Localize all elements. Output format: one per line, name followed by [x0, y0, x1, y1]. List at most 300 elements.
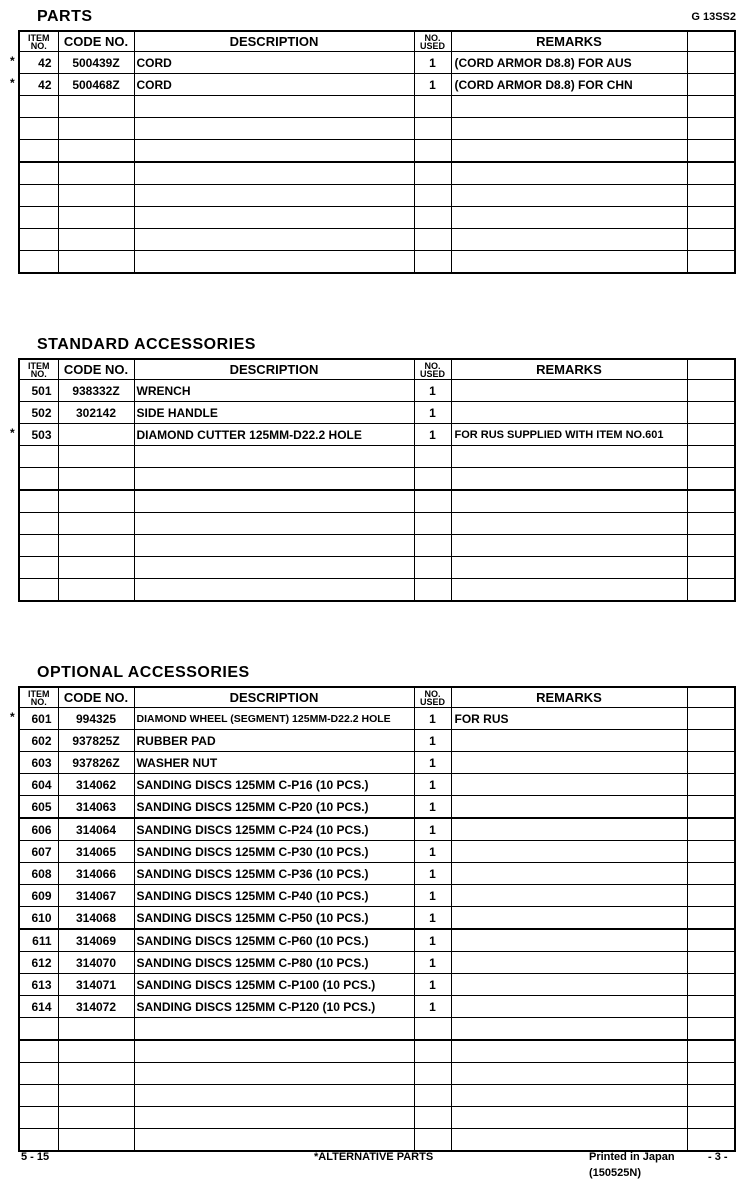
remarks: [451, 402, 687, 424]
no-used: 1: [414, 952, 451, 974]
no-used: [414, 1129, 451, 1152]
description: SANDING DISCS 125MM C-P40 (10 PCS.): [134, 885, 414, 907]
description: SANDING DISCS 125MM C-P120 (10 PCS.): [134, 996, 414, 1018]
no-used: 1: [414, 752, 451, 774]
remarks: [451, 446, 687, 468]
item-no: 601: [19, 708, 58, 730]
item-no: 603: [19, 752, 58, 774]
blank-cell: [687, 74, 735, 96]
remarks: [451, 1129, 687, 1152]
blank-cell: [687, 974, 735, 996]
blank-cell: [687, 1063, 735, 1085]
table-row: [19, 162, 735, 185]
code-no: [58, 207, 134, 229]
no-used: [414, 1018, 451, 1041]
blank-cell: [687, 402, 735, 424]
code-no: 314072: [58, 996, 134, 1018]
code-no: [58, 468, 134, 491]
code-no: [58, 229, 134, 251]
code-no: [58, 490, 134, 513]
col-blank: [687, 31, 735, 52]
remarks: FOR RUS SUPPLIED WITH ITEM NO.601: [451, 424, 687, 446]
parts-table: [18, 30, 736, 274]
col-description: DESCRIPTION: [134, 31, 414, 52]
item-no: 42: [19, 74, 58, 96]
description: [134, 513, 414, 535]
blank-cell: [687, 929, 735, 952]
remarks: [451, 1085, 687, 1107]
code-no: [58, 513, 134, 535]
blank-cell: [687, 96, 735, 118]
table-row: [19, 140, 735, 163]
code-no: [58, 535, 134, 557]
blank-cell: [687, 513, 735, 535]
description: [134, 140, 414, 163]
table-row: [19, 380, 735, 402]
table-row: [19, 974, 735, 996]
table-row: [19, 996, 735, 1018]
item-no: [19, 513, 58, 535]
no-used: 1: [414, 818, 451, 841]
table-row: [19, 841, 735, 863]
blank-cell: [687, 118, 735, 140]
optional-accessories-table: [18, 686, 736, 1152]
blank-cell: [687, 818, 735, 841]
col-item-label-2: NO.: [30, 696, 47, 707]
table-header: [19, 359, 735, 380]
description: [134, 1018, 414, 1041]
code-no: [58, 1085, 134, 1107]
code-no: 314065: [58, 841, 134, 863]
remarks: [451, 96, 687, 118]
item-no: 602: [19, 730, 58, 752]
blank-cell: [687, 907, 735, 930]
code-no: [58, 251, 134, 274]
description: DIAMOND CUTTER 125MM-D22.2 HOLE: [134, 424, 414, 446]
remarks: [451, 774, 687, 796]
blank-cell: [687, 841, 735, 863]
remarks: [451, 752, 687, 774]
remarks: [451, 730, 687, 752]
col-item-no: [19, 359, 58, 380]
blank-cell: [687, 996, 735, 1018]
col-item-label: ITEM: [28, 32, 50, 43]
table-row: [19, 952, 735, 974]
code-no: [58, 96, 134, 118]
col-used-label-2: USED: [419, 40, 445, 51]
blank-cell: [687, 752, 735, 774]
item-no: [19, 207, 58, 229]
table-row: [19, 74, 735, 96]
no-used: 1: [414, 52, 451, 74]
item-no: 501: [19, 380, 58, 402]
description: [134, 1107, 414, 1129]
no-used: [414, 446, 451, 468]
table-row: [19, 1040, 735, 1063]
code-no: 314062: [58, 774, 134, 796]
no-used: [414, 557, 451, 579]
table-row: [19, 730, 735, 752]
no-used: [414, 1107, 451, 1129]
description: SANDING DISCS 125MM C-P60 (10 PCS.): [134, 929, 414, 952]
description: CORD: [134, 52, 414, 74]
table-row: [19, 185, 735, 207]
code-no: 938332Z: [58, 380, 134, 402]
no-used: 1: [414, 402, 451, 424]
remarks: [451, 974, 687, 996]
item-no: 614: [19, 996, 58, 1018]
col-code-no: CODE NO.: [58, 687, 134, 708]
no-used: 1: [414, 74, 451, 96]
section-title-standard-accessories: STANDARD ACCESSORIES: [37, 336, 256, 353]
blank-cell: [687, 774, 735, 796]
code-no: [58, 579, 134, 602]
description: [134, 229, 414, 251]
description: SANDING DISCS 125MM C-P24 (10 PCS.): [134, 818, 414, 841]
table-row: [19, 557, 735, 579]
blank-cell: [687, 185, 735, 207]
blank-cell: [687, 1129, 735, 1152]
table-row: [19, 818, 735, 841]
blank-cell: [687, 730, 735, 752]
item-no: [19, 1040, 58, 1063]
table-row: [19, 752, 735, 774]
description: WRENCH: [134, 380, 414, 402]
description: RUBBER PAD: [134, 730, 414, 752]
blank-cell: [687, 446, 735, 468]
no-used: [414, 251, 451, 274]
description: [134, 1085, 414, 1107]
col-item-label-2: NO.: [30, 368, 47, 379]
remarks: [451, 796, 687, 819]
remarks: [451, 490, 687, 513]
item-no: [19, 1129, 58, 1152]
table-row: [19, 907, 735, 930]
code-no: 314069: [58, 929, 134, 952]
col-code-no: CODE NO.: [58, 31, 134, 52]
col-description: DESCRIPTION: [134, 359, 414, 380]
table-row: [19, 863, 735, 885]
description: [134, 118, 414, 140]
description: SANDING DISCS 125MM C-P36 (10 PCS.): [134, 863, 414, 885]
no-used: [414, 96, 451, 118]
remarks: [451, 1063, 687, 1085]
item-no: [19, 118, 58, 140]
item-no: 502: [19, 402, 58, 424]
item-no: [19, 557, 58, 579]
blank-cell: [687, 162, 735, 185]
remarks: [451, 818, 687, 841]
item-no: 605: [19, 796, 58, 819]
description: [134, 162, 414, 185]
no-used: 1: [414, 929, 451, 952]
remarks: [451, 185, 687, 207]
print-code: (150525N): [589, 1167, 641, 1179]
description: [134, 185, 414, 207]
remarks: [451, 229, 687, 251]
col-item-label-2: NO.: [30, 40, 47, 51]
description: WASHER NUT: [134, 752, 414, 774]
item-no: 42: [19, 52, 58, 74]
blank-cell: [687, 952, 735, 974]
remarks: [451, 1040, 687, 1063]
remarks: [451, 579, 687, 602]
no-used: [414, 535, 451, 557]
remarks: [451, 952, 687, 974]
no-used: 1: [414, 841, 451, 863]
no-used: [414, 1085, 451, 1107]
blank-cell: [687, 557, 735, 579]
item-no: [19, 251, 58, 274]
description: [134, 557, 414, 579]
item-no: [19, 579, 58, 602]
col-item-label: ITEM: [28, 360, 50, 371]
description: [134, 96, 414, 118]
remarks: [451, 207, 687, 229]
col-no-used: [414, 359, 451, 380]
col-used-label-2: USED: [419, 368, 445, 379]
code-no: [58, 557, 134, 579]
no-used: [414, 468, 451, 491]
table-row: [19, 774, 735, 796]
blank-cell: [687, 207, 735, 229]
table-row: [19, 579, 735, 602]
item-no: 610: [19, 907, 58, 930]
table-row: [19, 513, 735, 535]
code-no: 937825Z: [58, 730, 134, 752]
table-row: [19, 468, 735, 491]
table-row: [19, 490, 735, 513]
section-title-optional-accessories: OPTIONAL ACCESSORIES: [37, 664, 250, 681]
table-row: [19, 96, 735, 118]
table-row: [19, 118, 735, 140]
code-no: 314067: [58, 885, 134, 907]
col-item-label: ITEM: [28, 688, 50, 699]
col-blank: [687, 359, 735, 380]
blank-cell: [687, 1085, 735, 1107]
remarks: (CORD ARMOR D8.8) FOR AUS: [451, 52, 687, 74]
alternative-part-mark: *: [10, 426, 15, 440]
remarks: [451, 907, 687, 930]
alternative-part-mark: *: [10, 54, 15, 68]
no-used: [414, 1063, 451, 1085]
code-no: [58, 424, 134, 446]
code-no: 314063: [58, 796, 134, 819]
remarks: [451, 929, 687, 952]
item-no: 606: [19, 818, 58, 841]
no-used: [414, 118, 451, 140]
col-remarks: REMARKS: [451, 31, 687, 52]
code-no: 500468Z: [58, 74, 134, 96]
blank-cell: [687, 579, 735, 602]
table-row: [19, 1085, 735, 1107]
description: [134, 251, 414, 274]
no-used: [414, 162, 451, 185]
table-row: [19, 229, 735, 251]
item-no: [19, 140, 58, 163]
description: CORD: [134, 74, 414, 96]
item-no: [19, 468, 58, 491]
table-row: [19, 1107, 735, 1129]
code-no: [58, 118, 134, 140]
description: [134, 446, 414, 468]
code-no: 500439Z: [58, 52, 134, 74]
table-header: [19, 31, 735, 52]
blank-cell: [687, 1107, 735, 1129]
description: SANDING DISCS 125MM C-P50 (10 PCS.): [134, 907, 414, 930]
code-no: 314071: [58, 974, 134, 996]
remarks: [451, 140, 687, 163]
item-no: 607: [19, 841, 58, 863]
col-remarks: REMARKS: [451, 687, 687, 708]
col-item-no: [19, 31, 58, 52]
item-no: [19, 1063, 58, 1085]
section-title-parts: PARTS: [37, 8, 93, 25]
remarks: [451, 1018, 687, 1041]
no-used: 1: [414, 996, 451, 1018]
alternative-part-mark: *: [10, 76, 15, 90]
no-used: [414, 513, 451, 535]
item-no: 608: [19, 863, 58, 885]
no-used: 1: [414, 863, 451, 885]
no-used: [414, 185, 451, 207]
table-row: [19, 446, 735, 468]
col-no-used: [414, 687, 451, 708]
no-used: [414, 140, 451, 163]
table-row: [19, 1063, 735, 1085]
item-no: [19, 1107, 58, 1129]
description: [134, 535, 414, 557]
code-no: [58, 446, 134, 468]
col-used-label: NO.: [424, 688, 441, 699]
blank-cell: [687, 140, 735, 163]
alternative-part-mark: *: [10, 710, 15, 724]
code-no: [58, 1107, 134, 1129]
blank-cell: [687, 251, 735, 274]
description: [134, 207, 414, 229]
no-used: [414, 490, 451, 513]
table-row: [19, 929, 735, 952]
col-code-no: CODE NO.: [58, 359, 134, 380]
item-no: [19, 162, 58, 185]
no-used: 1: [414, 380, 451, 402]
code-no: [58, 1018, 134, 1041]
remarks: [451, 996, 687, 1018]
code-no: 994325: [58, 708, 134, 730]
remarks: [451, 863, 687, 885]
table-row: [19, 796, 735, 819]
remarks: [451, 535, 687, 557]
description: SIDE HANDLE: [134, 402, 414, 424]
code-no: [58, 1063, 134, 1085]
blank-cell: [687, 468, 735, 491]
standard-accessories-table: [18, 358, 736, 602]
item-no: 604: [19, 774, 58, 796]
item-no: [19, 535, 58, 557]
item-no: 613: [19, 974, 58, 996]
remarks: [451, 251, 687, 274]
table-row: [19, 885, 735, 907]
remarks: [451, 513, 687, 535]
code-no: [58, 1129, 134, 1152]
blank-cell: [687, 1018, 735, 1041]
col-used-label-2: USED: [419, 696, 445, 707]
blank-cell: [687, 424, 735, 446]
description: SANDING DISCS 125MM C-P30 (10 PCS.): [134, 841, 414, 863]
col-used-label: NO.: [424, 360, 441, 371]
alternative-parts-note: *ALTERNATIVE PARTS: [314, 1151, 434, 1163]
description: [134, 1129, 414, 1152]
table-row: [19, 424, 735, 446]
remarks: [451, 380, 687, 402]
table-header: [19, 687, 735, 708]
no-used: [414, 207, 451, 229]
col-item-no: [19, 687, 58, 708]
remarks: [451, 1107, 687, 1129]
remarks: (CORD ARMOR D8.8) FOR CHN: [451, 74, 687, 96]
col-blank: [687, 687, 735, 708]
code-no: [58, 162, 134, 185]
no-used: 1: [414, 885, 451, 907]
item-no: [19, 1018, 58, 1041]
description: [134, 1063, 414, 1085]
table-row: [19, 207, 735, 229]
no-used: 1: [414, 774, 451, 796]
table-row: [19, 1018, 735, 1041]
item-no: [19, 96, 58, 118]
item-no: [19, 490, 58, 513]
blank-cell: [687, 52, 735, 74]
item-no: [19, 229, 58, 251]
no-used: 1: [414, 708, 451, 730]
remarks: FOR RUS: [451, 708, 687, 730]
blank-cell: [687, 863, 735, 885]
item-no: 611: [19, 929, 58, 952]
blank-cell: [687, 1040, 735, 1063]
col-used-label: NO.: [424, 32, 441, 43]
blank-cell: [687, 885, 735, 907]
item-no: 503: [19, 424, 58, 446]
description: SANDING DISCS 125MM C-P16 (10 PCS.): [134, 774, 414, 796]
blank-cell: [687, 708, 735, 730]
remarks: [451, 162, 687, 185]
col-remarks: REMARKS: [451, 359, 687, 380]
remarks: [451, 468, 687, 491]
item-no: [19, 185, 58, 207]
page-number: - 3 -: [708, 1151, 728, 1163]
remarks: [451, 557, 687, 579]
table-row: [19, 402, 735, 424]
page-code: 5 - 15: [21, 1151, 50, 1163]
description: SANDING DISCS 125MM C-P80 (10 PCS.): [134, 952, 414, 974]
description: [134, 468, 414, 491]
item-no: [19, 446, 58, 468]
remarks: [451, 885, 687, 907]
code-no: 314064: [58, 818, 134, 841]
code-no: 314068: [58, 907, 134, 930]
code-no: [58, 185, 134, 207]
no-used: 1: [414, 730, 451, 752]
blank-cell: [687, 229, 735, 251]
blank-cell: [687, 796, 735, 819]
item-no: 612: [19, 952, 58, 974]
no-used: 1: [414, 907, 451, 930]
item-no: [19, 1085, 58, 1107]
code-no: 302142: [58, 402, 134, 424]
code-no: 937826Z: [58, 752, 134, 774]
description: [134, 579, 414, 602]
description: SANDING DISCS 125MM C-P20 (10 PCS.): [134, 796, 414, 819]
